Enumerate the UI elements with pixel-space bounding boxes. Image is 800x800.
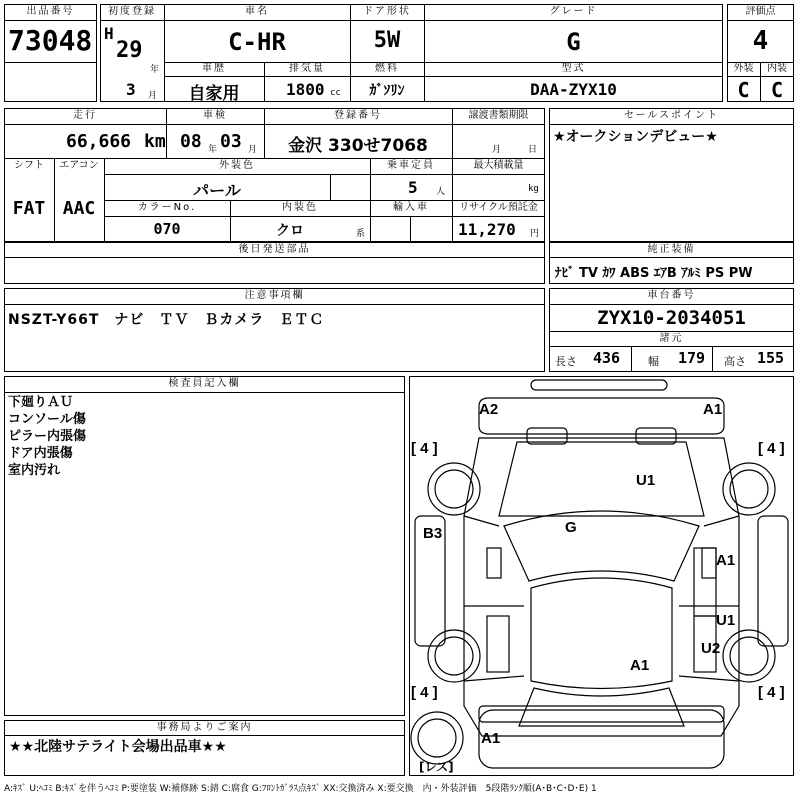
- chassis-number: ZYX10-2034051: [597, 307, 746, 329]
- roof: [531, 578, 672, 689]
- damage-mark-u1-right-rear: U1: [716, 612, 736, 629]
- inspector-note: 下廻りＡＵ: [8, 395, 74, 410]
- recycle-fee: 11,270: [458, 220, 516, 239]
- tire-grade-front-right: [ 4 ]: [758, 440, 785, 457]
- office-notice-header: 事務局よりご案内: [156, 722, 253, 733]
- damage-mark-u2: U2: [701, 640, 721, 657]
- inspector-note: 室内汚れ: [8, 463, 61, 478]
- score: 4: [752, 26, 769, 56]
- width-label: 幅: [648, 355, 659, 368]
- wheel-front-right: [723, 463, 775, 515]
- transfer-header: 譲渡書類期限: [468, 110, 529, 121]
- inspection-month-unit: 月: [248, 145, 258, 155]
- damage-mark-a1-roof: A1: [630, 657, 650, 674]
- exterior-color: パール: [193, 181, 241, 200]
- color-no-header: カラーNo.: [137, 202, 197, 213]
- tire-grade-rear-right: [ 4 ]: [758, 684, 785, 701]
- dimensions-header: 諸元: [659, 333, 684, 344]
- wheel-rear-right: [723, 630, 775, 682]
- rear-bumper: [479, 706, 724, 722]
- wheel-rear-left: [428, 630, 480, 682]
- genuine-equipment-header: 純正装備: [647, 244, 696, 255]
- sales-point-header: セールスポイント: [623, 110, 720, 121]
- model-type-header: 型式: [561, 63, 586, 74]
- spare-tire: [411, 712, 463, 764]
- damage-mark-b3: B3: [423, 525, 443, 542]
- width-value: 179: [678, 349, 706, 367]
- reg-number-header: 登録番号: [334, 110, 382, 121]
- displacement: 1800: [286, 80, 325, 99]
- inspector-note: ピラー内張傷: [8, 429, 87, 444]
- genuine-equipment-list: ﾅﾋﾞ TV ｶﾜ ABS ｴｱB ｱﾙﾐ PS PW: [555, 266, 753, 281]
- inspection-month: 03: [220, 131, 242, 152]
- damage-mark-u1-hood: U1: [636, 472, 656, 489]
- rear-door-lines: [464, 676, 739, 681]
- capacity: 5: [408, 178, 418, 197]
- length-label: 長さ: [555, 355, 577, 368]
- front-bumper-top: [531, 380, 667, 390]
- exterior-header: 外装: [733, 63, 754, 74]
- first-reg-year-unit: 年: [150, 65, 160, 75]
- first-reg-header: 初度登録: [108, 6, 156, 17]
- score-header: 評価点: [745, 6, 776, 17]
- displacement-unit: cc: [330, 88, 341, 98]
- left-mirror: [487, 548, 501, 578]
- first-reg-era: H: [104, 24, 114, 43]
- max-load-unit: kg: [528, 184, 539, 194]
- transfer-month-unit: 月: [492, 145, 502, 155]
- damage-mark-g: G: [565, 519, 577, 536]
- registration-number: 金沢 330せ7068: [288, 136, 428, 156]
- front-bumper: [479, 398, 724, 434]
- interior-grade: C: [770, 78, 784, 102]
- office-notice-text: ★★北陸サテライト会場出品車★★: [9, 739, 227, 755]
- aircon-header: エアコン: [59, 160, 99, 171]
- notes-header: 注意事項欄: [244, 290, 305, 301]
- inspector-note: ドア内張傷: [8, 446, 73, 461]
- notes-text: NSZT-Y66T ナビ ＴＶ Ｂカメラ ＥＴＣ: [8, 312, 325, 328]
- recycle-header: リサイクル預託金: [459, 202, 538, 213]
- car-name-header: 車名: [245, 6, 269, 17]
- inspector-notes-box: [4, 376, 405, 716]
- mileage-unit: km: [144, 131, 166, 152]
- history-header: 車歴: [202, 63, 226, 74]
- exterior-grade: C: [737, 78, 750, 102]
- rear-gate: [479, 710, 724, 768]
- grade-header: グレード: [549, 6, 598, 17]
- shift: FAT: [12, 198, 46, 219]
- door-type: 5W: [373, 28, 401, 53]
- grade: G: [566, 28, 581, 56]
- inspector-note: コンソール傷: [8, 412, 86, 427]
- model-type: DAA-ZYX10: [530, 80, 617, 99]
- legend-text: A:ｷｽﾞ U:ﾍｺﾐ B:ｷｽﾞを伴うﾍｺﾐ P:要塗装 W:補修跡 S:錆 C:腐食 G:ﾌﾛﾝﾄｶﾞﾗｽ点ｷｽﾞ XX:交換済み X:要交換 内・外装評価 5段階ﾗﾝｸ順(A･B･C･D･E) 1: [4, 784, 597, 794]
- length-value: 436: [593, 349, 621, 367]
- hood: [499, 442, 704, 516]
- damage-mark-a1-rear: A1: [481, 730, 501, 747]
- capacity-unit: 人: [436, 187, 446, 197]
- wheel-front-left: [428, 463, 480, 515]
- height-value: 155: [757, 349, 785, 367]
- shift-header: シフト: [14, 160, 44, 171]
- color-number: 070: [153, 220, 181, 238]
- displacement-header: 排気量: [289, 63, 325, 74]
- body-outline: [464, 438, 739, 736]
- fuel: ｶﾞｿﾘﾝ: [369, 83, 405, 99]
- left-rear-door: [487, 616, 509, 672]
- interior-color: クロ: [276, 223, 304, 239]
- mileage: 66,666: [66, 131, 132, 152]
- inspector-notes-header: 検査員記入欄: [168, 378, 241, 389]
- interior-header: 内装: [767, 63, 787, 74]
- rear-window: [519, 688, 684, 726]
- interior-color-suffix: 系: [356, 229, 366, 239]
- mileage-header: 走行: [73, 110, 97, 121]
- height-label: 高さ: [724, 355, 746, 368]
- tire-grade-rear-left: [ 4 ]: [411, 684, 438, 701]
- first-reg-month: 3: [126, 80, 136, 99]
- door-type-header: ドア形状: [363, 6, 411, 17]
- inspection-year-unit: 年: [208, 145, 218, 155]
- spare-tire-label: [レス]: [419, 760, 454, 774]
- damage-mark-a1-right-door: A1: [716, 552, 736, 569]
- a-pillar-lines: [464, 516, 739, 526]
- ext-color-header: 外装色: [219, 160, 255, 171]
- fuel-header: 燃料: [375, 63, 399, 74]
- later-parts-header: 後日発送部品: [238, 244, 311, 255]
- aircon: AAC: [62, 198, 96, 219]
- car-diagram: [409, 376, 794, 776]
- sales-point-text: ★オークションデビュー★: [553, 129, 718, 145]
- windshield: [504, 511, 699, 581]
- lot-number-header: 出品番号: [26, 6, 75, 17]
- car-name: C-HR: [228, 28, 286, 56]
- recycle-unit: 円: [530, 229, 540, 239]
- int-color-header: 内装色: [282, 202, 318, 213]
- history: 自家用: [188, 84, 240, 104]
- right-mirror: [702, 548, 716, 578]
- max-load-header: 最大積載量: [473, 160, 524, 171]
- first-reg-month-unit: 月: [148, 91, 158, 101]
- tire-grade-front-left: [ 4 ]: [411, 440, 438, 457]
- damage-mark-a2: A2: [479, 401, 499, 418]
- chassis-header: 車台番号: [647, 290, 696, 301]
- first-reg-year: 29: [116, 38, 143, 63]
- capacity-header: 乗車定員: [387, 160, 435, 171]
- inspection-year: 08: [180, 131, 202, 152]
- transfer-day-unit: 日: [528, 145, 538, 155]
- right-sill: [758, 516, 788, 646]
- lot-number: 73048: [8, 24, 93, 57]
- damage-mark-a1-front: A1: [703, 401, 723, 418]
- import-header: 輸入車: [393, 202, 429, 213]
- inspection-header: 車検: [203, 110, 227, 121]
